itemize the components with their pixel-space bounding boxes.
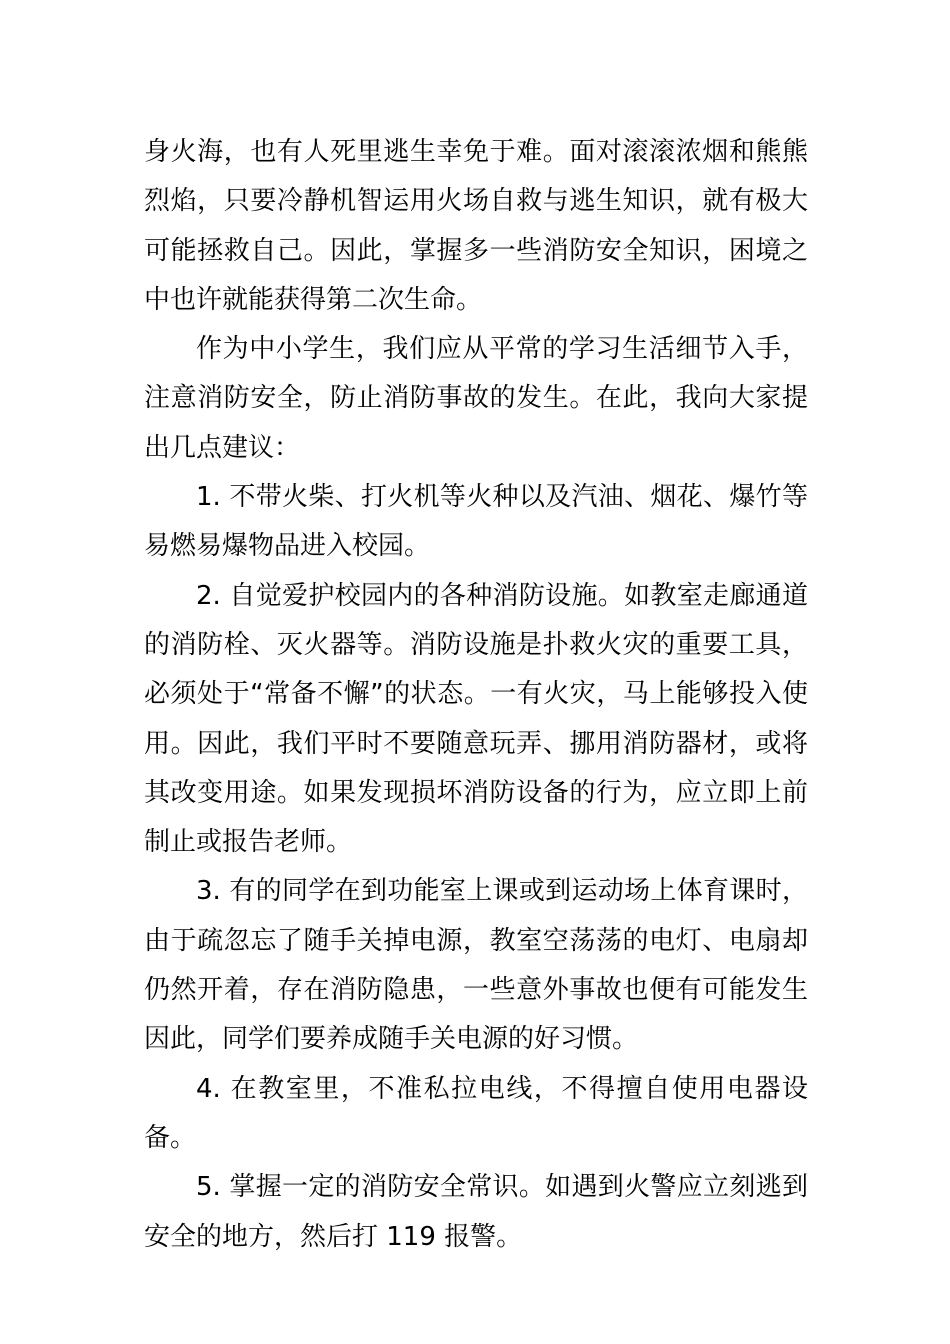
paragraph-intro: 作为中小学生，我们应从平常的学习生活细节入手，注意消防安全，防止消防事故的发生。在此，我向大家提出几点建议：: [144, 334, 808, 463]
suggestion-item-1: 1. 不带火柴、打火机等火种以及汽油、烟花、爆竹等易燃易爆物品进入校园。: [144, 482, 808, 562]
suggestion-item-5: 5. 掌握一定的消防安全常识。如遇到火警应立刻逃到安全的地方，然后打 119 报警。: [144, 1172, 808, 1252]
suggestion-item-3: 3. 有的同学在到功能室上课或到运动场上体育课时，由于疏忽忘了随手关掉电源，教室空荡荡的电灯、电扇却仍然开着，存在消防隐患，一些意外事故也便有可能发生因此，同学们要养成随手关电源的好习惯。: [144, 876, 808, 1055]
document-body: [144, 128, 808, 1262]
suggestion-item-2: 2. 自觉爱护校园内的各种消防设施。如教室走廊通道的消防栓、灭火器等。消防设施是扑救火灾的重要工具，必须处于“常备不懈”的状态。一有火灾，马上能够投入使用。因此，我们平时不要随意玩弄、挪用消防器材，或将其改变用途。如果发现损坏消防设备的行为，应立即上前制止或报告老师。: [144, 580, 808, 858]
suggestion-item-4: 4. 在教室里，不准私拉电线，不得擅自使用电器设备。: [144, 1073, 808, 1153]
paragraph-continuation: 身火海，也有人死里逃生幸免于难。面对滚滚浓烟和熊熊烈焰，只要冷静机智运用火场自救与逃生知识，就有极大可能拯救自己。因此，掌握多一些消防安全知识，困境之中也许就能获得第二次生命。: [144, 137, 808, 315]
